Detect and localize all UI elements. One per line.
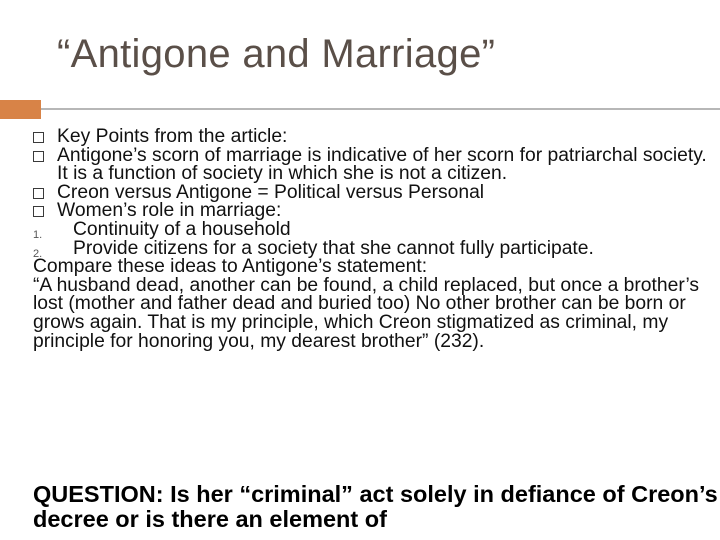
- bullet-text: Creon versus Antigone = Political versus Personal: [57, 181, 485, 203]
- square-bullet-icon: [33, 132, 44, 143]
- accent-bar: [0, 100, 41, 119]
- numbered-item: [33, 218, 717, 241]
- bullet-text: Antigone’s scorn of marriage is indicative of her scorn for patriarchal society. It is a function of society in which she is not a citizen.: [57, 144, 707, 185]
- square-bullet-icon: [33, 151, 44, 162]
- list-number: 1.: [33, 228, 43, 241]
- quotation: [33, 274, 717, 352]
- bullet-item: [33, 128, 717, 147]
- bullet-item: [33, 144, 717, 185]
- compare-text: Compare these ideas to Antigone’s statement:: [33, 256, 428, 278]
- list-number: 2.: [33, 247, 43, 260]
- square-bullet-icon: [33, 188, 44, 199]
- bullet-text: Key Points from the article:: [57, 126, 288, 147]
- divider-line: [41, 108, 720, 110]
- question-text: QUESTION: Is her “criminal” act solely in defiance of Creon’s decree or is there an element of: [33, 481, 718, 532]
- slide-body: [33, 128, 717, 351]
- quotation-text: “A husband dead, another can be found, a child replaced, but once a brother’s lost (mother and father dead and buried too) No other brother can be born or grows again. That is my principle, which Creon stigmatized as criminal, my principle for honoring you, my dearest brother” (232).: [33, 274, 700, 352]
- slide-title: “Antigone and Marriage”: [57, 32, 496, 76]
- body-text: [33, 258, 717, 277]
- bullet-text: Women’s role in marriage:: [57, 200, 282, 222]
- numbered-text: Continuity of a household: [73, 218, 291, 240]
- numbered-text: Provide citizens for a society that she cannot fully participate.: [73, 237, 594, 259]
- square-bullet-icon: [33, 206, 44, 217]
